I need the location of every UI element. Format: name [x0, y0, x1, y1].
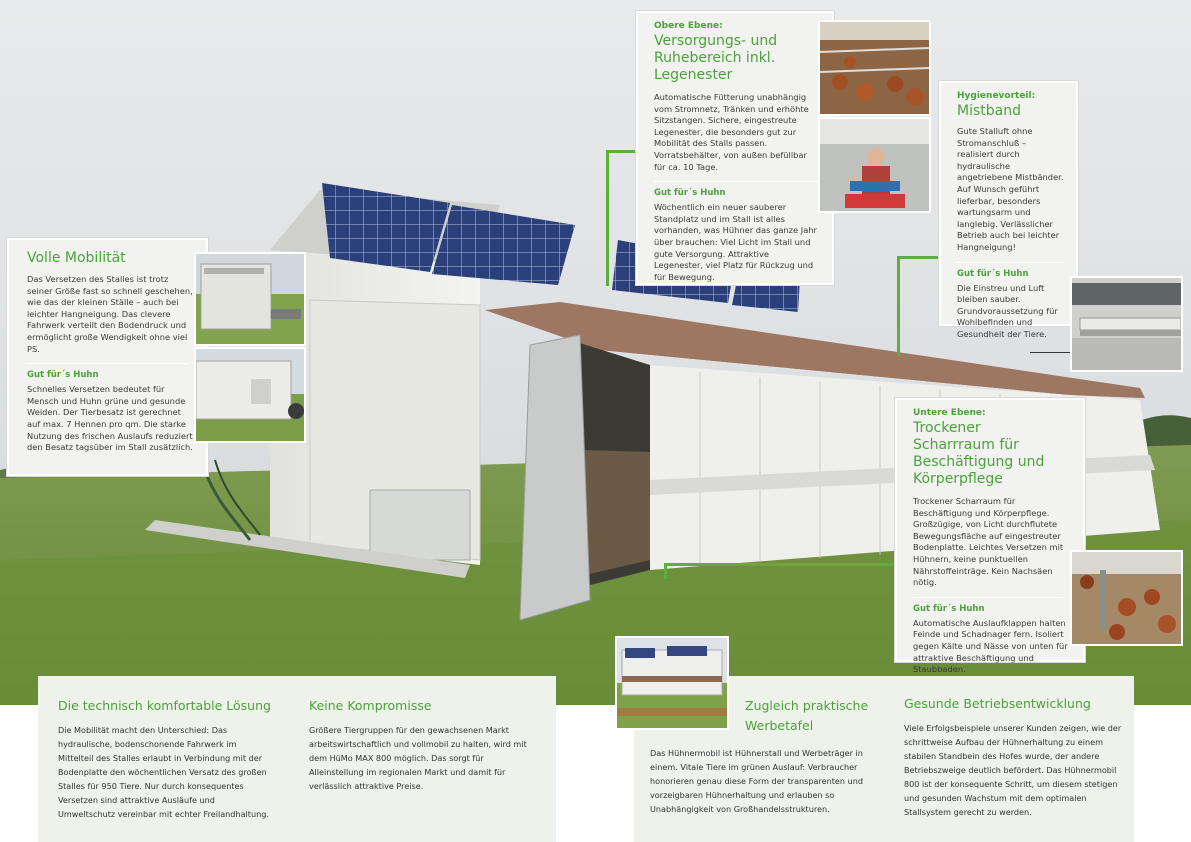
panel-title: Volle Mobilität [27, 250, 126, 266]
panel-kicker: Obere Ebene: [654, 21, 723, 31]
panel-mistband [939, 81, 1078, 339]
panel-subtitle: Gut für´s Huhn [654, 188, 726, 199]
column-text: Das Hühnermobil ist Hühnerstall und Werbeträger in einem. Vitale Tiere im grünen Auslauf: Verbraucher honorieren genau diese Form der transparenten und vorzeigbaren Hühnerhaltung und erlauben so Unabhängigkeit von Großhandelsstrukturen. [650, 748, 863, 814]
connector-line-mistband-h [897, 256, 939, 259]
panel-obere-ebene [636, 11, 834, 285]
panel-untere-ebene [895, 398, 1085, 675]
column-title: Gesunde Betriebsentwicklung [904, 696, 1091, 711]
panel-subtext: Schnelles Versetzen bedeutet für Mensch und Huhn grüne und gesunde Weiden. Der Tierbesatz ist gerechnet auf max. 7 Hennen pro qm. Die starke Nutzung des frischen Auslaufs reduziert den Besatz tagsüber im Stall zusätzlich. [27, 384, 193, 453]
panel-text: Gute Stalluft ohne Stromanschluß – realisiert durch hydraulische angetriebene Mistbänder. Auf Wunsch geführt lieferbar, besonders wartungsarm und langlebig. Verlässlicher Betrieb auch bei leichter Hangneigung! [957, 126, 1064, 252]
bottom-section-left [38, 676, 556, 842]
panel-kicker: Hygienevorteil: [957, 91, 1036, 101]
panel-subtitle: Gut für´s Huhn [957, 268, 1029, 279]
column-text: Größere Tiergruppen für den gewachsenen Markt arbeitswirtschaftlich und vollmobil zu halten, wird mit dem HüMo MAX 800 möglich. Das sorgt für Alleinstellung im regionalen Markt und damit für verlässlich attraktive Preise. [309, 725, 527, 791]
divider-line-mistband [1030, 352, 1070, 353]
connector-line-lower [664, 563, 896, 566]
separator [957, 262, 1064, 263]
panel-subtext: Wöchentlich ein neuer sauberer Standplatz und im Stall ist alles vorhanden, was Hühner das ganze Jahr über brauchen: Viel Licht im Stall und gute Versorgung. Attraktive Legenester, viel Platz für Rückzug und für Bewegung. [654, 202, 817, 282]
separator [27, 363, 187, 364]
photo-henhouse-billboard [615, 636, 729, 730]
column-text: Die Mobilität macht den Unterschied: Das hydraulische, bodenschonende Fahrwerk im Mittelteil des Stalles erlaubt in Verbindung mit der Bodenplatte den wöchentlichen Versatz des großen Stalles für 950 Tiere. Nur durch konsequentes Versetzen sind attraktive Ausläufe und Umweltschutz vereinbar mit echter Freilandhaltung. [58, 725, 269, 819]
panel-subtitle: Gut für´s Huhn [27, 370, 99, 381]
panel-kicker: Untere Ebene: [913, 408, 986, 418]
column-text: Viele Erfolgsbeispiele unserer Kunden zeigen, wie der schrittweise Aufbau der Hühnerhaltung zu einem stabilen Standbein des Hofes wurde, der andere Betriebszweige deutlich befördert. Das Hühnermobil 800 ist der konsequente Schritt, um diesem stetigen und gesunden Wachstum mit dem optimalen Stallsystem gerecht zu werden. [904, 723, 1122, 817]
panel-title: Versorgungs- und Ruhebereich inkl. Legenester [654, 33, 778, 83]
column-betriebsentwicklung [904, 696, 1124, 819]
separator [654, 181, 819, 182]
photo-henhouse-tractor [194, 347, 306, 443]
panel-title: Trockener Scharrraum für Beschäftigung und Körperpflege [913, 420, 1045, 487]
connector-line-lower-v [664, 563, 667, 579]
panel-subtext: Die Einstreu und Luft bleiben sauber. Grundvoraussetzung für Wohlbefinden und Gesundheit der Tiere. [957, 282, 1058, 339]
column-technisch [58, 698, 273, 821]
panel-subtitle: Gut für´s Huhn [913, 603, 985, 614]
panel-title: Mistband [957, 103, 1021, 119]
photo-manure-belt [1070, 276, 1183, 372]
panel-text: Trockener Scharraum für Beschäftigung und Körperpflege. Großzügige, von Licht durchflutete Bewegungsfläche auf eingestreuter Bodenplatte. Leichtes Versetzen mit Hühnern, keine punktuellen Nährstoffeinträge. Kein Nachsäen nötig. [913, 496, 1064, 588]
connector-line-upper-h [606, 150, 636, 153]
photo-hens-perches [818, 20, 931, 116]
connector-line-upper [606, 150, 609, 286]
photo-farmer-eggs [818, 117, 931, 213]
column-title: Keine Kompromisse [309, 698, 432, 713]
separator [913, 597, 1063, 598]
panel-subtext: Automatische Auslaufklappen halten Feinde und Schadnager fern. Isoliert gegen Kälte und Nässe von unten für attraktive Beschäftigung und Staubbaden. [913, 617, 1068, 675]
column-title: Die technisch komfortable Lösung [58, 698, 271, 713]
photo-henhouse-trailer [194, 252, 306, 346]
connector-line-mistband [897, 256, 900, 356]
photo-scratching-area [1070, 550, 1183, 646]
panel-volle-mobilitaet [7, 238, 208, 476]
panel-text: Das Versetzen des Stalles ist trotz seiner Größe fast so schnell geschehen, wie das der kleinen Ställe – auch bei leichter Hangneigung. Das clevere Fahrwerk verteilt den Bodendruck und ermöglicht große Wendigkeit ohne viel PS. [27, 274, 193, 354]
column-keine-kompromisse [309, 698, 529, 793]
column-title: Zugleich praktische Werbetafel [745, 698, 869, 733]
panel-text: Automatische Fütterung unabhängig vom Stromnetz, Tränken und erhöhte Sitzstangen. Sichere, eingestreute Legenester, die besonders gut zur Mobilität des Stalls passen. Vorratsbehälter, von außen befüllbar für ca. 10 Tage. [654, 92, 809, 172]
